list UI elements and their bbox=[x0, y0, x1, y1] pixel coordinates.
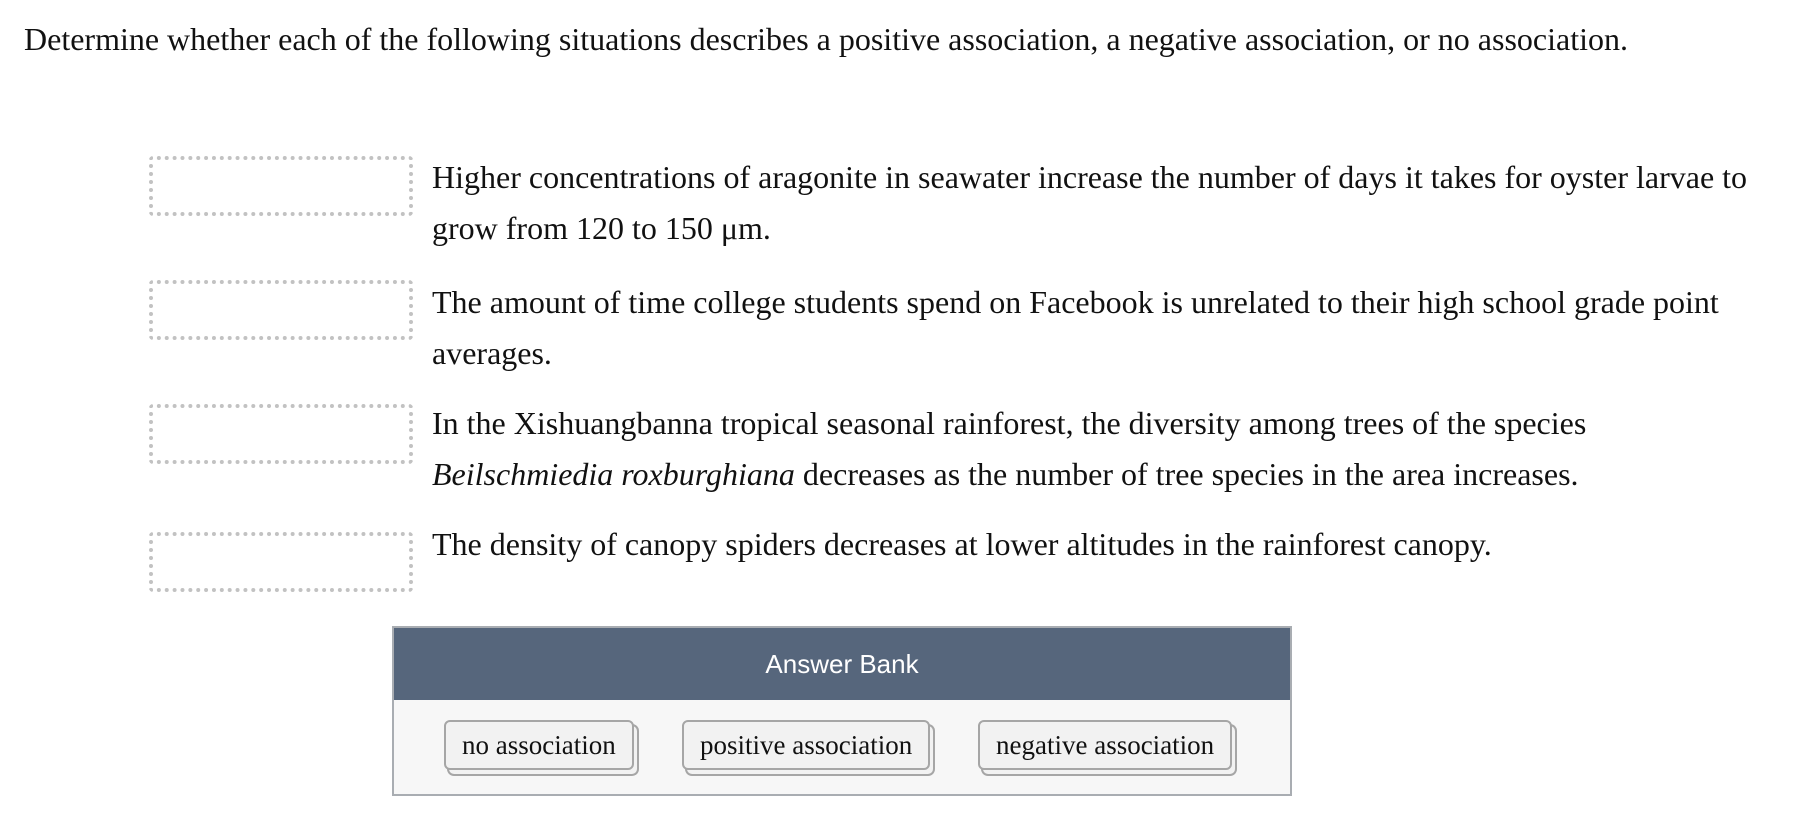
drop-zone-2[interactable] bbox=[149, 280, 413, 340]
question-prompt: Determine whether each of the following situations describes a positive association, a negative association, or no association. bbox=[24, 21, 1628, 57]
statement-3-text-before: In the Xishuangbanna tropical seasonal rainforest, the diversity among trees of the species bbox=[432, 405, 1587, 441]
species-name: Beilschmiedia roxburghiana bbox=[432, 456, 795, 492]
statement-2: The amount of time college students spend on Facebook is unrelated to their high school grade point averages. bbox=[432, 284, 1719, 371]
answer-chip-negative-association[interactable]: negative association bbox=[978, 720, 1232, 770]
answer-bank-title: Answer Bank bbox=[765, 648, 919, 679]
statement-4: The density of canopy spiders decreases at lower altitudes in the rainforest canopy. bbox=[432, 526, 1492, 562]
statement-3 bbox=[432, 398, 1752, 500]
drop-zone-4[interactable] bbox=[149, 532, 413, 592]
statement-3-text-after: decreases as the number of tree species in the area increases. bbox=[794, 456, 1579, 492]
answer-chip-positive-association[interactable]: positive association bbox=[682, 720, 930, 770]
answer-bank-header bbox=[394, 628, 1290, 700]
statement-1: Higher concentrations of aragonite in seawater increase the number of days it takes for oyster larvae to grow from 120 to 150 μm. bbox=[432, 159, 1748, 246]
drop-zone-1[interactable] bbox=[149, 156, 413, 216]
answer-bank bbox=[392, 626, 1292, 796]
answer-chip-no-association[interactable]: no association bbox=[444, 720, 634, 770]
answer-bank-options bbox=[394, 700, 1290, 794]
drop-zone-3[interactable] bbox=[149, 404, 413, 464]
